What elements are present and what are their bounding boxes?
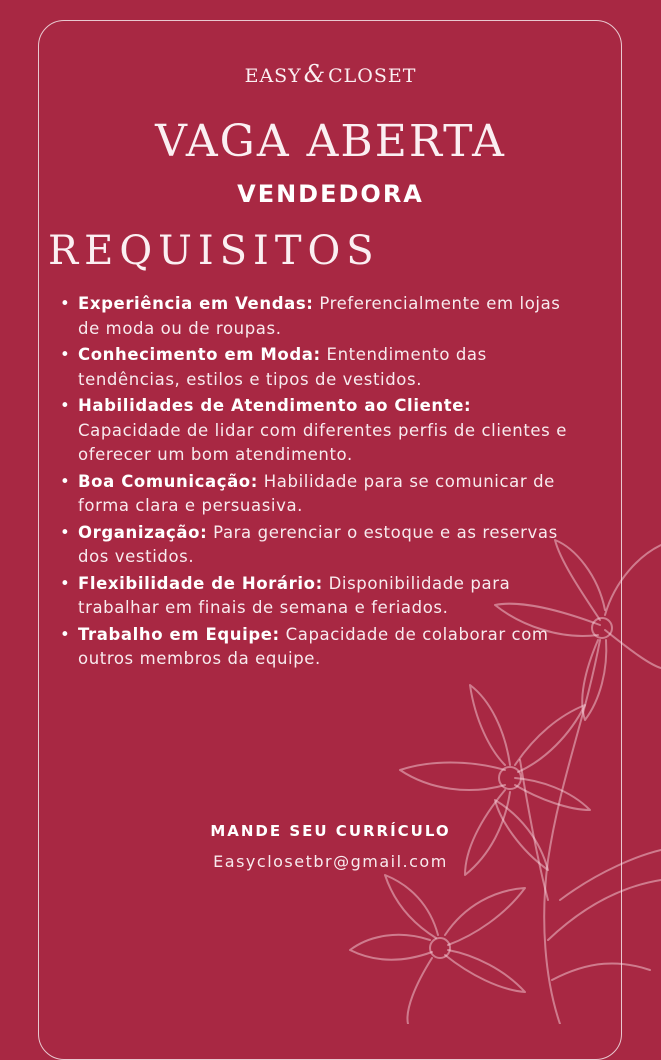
job-role: VENDEDORA [237,180,424,208]
list-item [56,343,576,392]
requirement-label: Experiência em Vendas: [78,294,314,313]
requirement-label: Conhecimento em Moda: [78,345,321,364]
call-to-action: MANDE SEU CURRÍCULO [210,822,451,840]
requirement-text: Para gerenciar o estoque e as reservas dos vestidos. [78,522,558,566]
requirement-text: Habilidade para se comunicar de forma clara e persuasiva. [78,471,555,515]
logo-text-right: CLOSET [328,65,417,87]
requirement-text: Preferencialmente em lojas de moda ou de roupas. [78,294,561,338]
list-item [56,623,576,672]
section-title: REQUISITOS [48,228,380,274]
requirement-text: Capacidade de colaborar com outros membros da equipe. [78,624,549,668]
list-item [56,394,576,468]
requirement-text: Entendimento das tendências, estilos e tipos de vestidos. [78,345,487,389]
requirement-label: Flexibilidade de Horário: [78,573,323,593]
requirement-text: Capacidade de lidar com diferentes perfis de clientes e oferecer um bom atendimento. [78,420,567,464]
requirement-label: Organização: [78,522,208,542]
requirement-label: Habilidades de Atendimento ao Cliente: [78,396,472,415]
list-item [56,572,576,621]
requirement-label: Boa Comunicação: [78,471,258,491]
page-title: VAGA ABERTA [155,116,506,167]
logo-ampersand: & [303,60,327,88]
contact-email[interactable]: Easyclosetbr@gmail.com [213,852,448,871]
list-item [56,292,576,341]
requirements-list [56,292,576,674]
requirement-label: Trabalho em Equipe: [78,624,280,644]
list-item [56,470,576,519]
brand-logo [0,60,661,88]
logo-text-left: EASY [244,65,302,87]
requirement-text: Disponibilidade para trabalhar em finais de semana e feriados. [78,573,511,617]
list-item [56,521,576,570]
